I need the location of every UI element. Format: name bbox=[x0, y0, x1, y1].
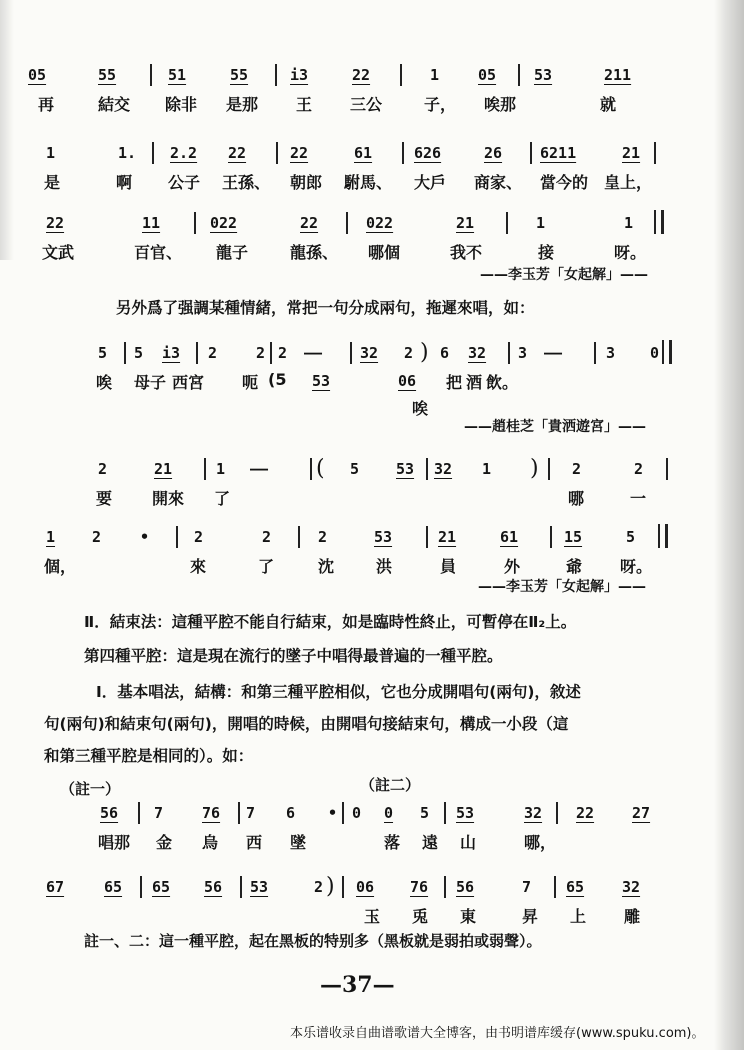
barline bbox=[400, 64, 402, 86]
lyric: 王 bbox=[296, 95, 313, 114]
note: 65 bbox=[566, 878, 585, 896]
lyric: 呃 bbox=[242, 373, 259, 392]
note: 11 bbox=[142, 214, 161, 232]
lyric: 商家、 bbox=[474, 173, 523, 192]
barline bbox=[444, 802, 446, 824]
annotation: （註二） bbox=[360, 776, 421, 794]
lyric: 西 bbox=[246, 833, 263, 852]
lyric: 東 bbox=[460, 907, 477, 926]
barline bbox=[240, 876, 242, 898]
lyric: 當今的 bbox=[540, 173, 589, 192]
barline bbox=[124, 342, 126, 364]
lyric: 哪個 bbox=[368, 243, 401, 262]
lyric: 玉 bbox=[364, 907, 381, 926]
lyric: 個， bbox=[44, 557, 77, 576]
barline bbox=[140, 876, 142, 898]
note: 55 bbox=[98, 66, 117, 84]
barline bbox=[550, 526, 552, 548]
paragraph: Ⅰ．基本唱法，結構：和第三種平腔相似，它也分成開唱句(兩句)，敘述 bbox=[96, 683, 581, 701]
note: 21 bbox=[622, 144, 641, 162]
lyric: 洪 bbox=[376, 557, 393, 576]
barline bbox=[426, 458, 428, 480]
lyric: 唉 bbox=[96, 373, 113, 392]
barline bbox=[594, 342, 596, 364]
lyric: 一 bbox=[630, 489, 647, 508]
note: 3 bbox=[606, 344, 616, 362]
lyric: 啊 bbox=[116, 173, 133, 192]
lyric: 飲。 bbox=[486, 373, 519, 392]
note: 21 bbox=[438, 528, 457, 546]
note: 76 bbox=[202, 804, 221, 822]
barline bbox=[310, 458, 312, 480]
note: 7 bbox=[154, 804, 164, 822]
note: i3 bbox=[162, 344, 181, 362]
barline bbox=[238, 802, 240, 824]
note: —— bbox=[544, 344, 563, 362]
barline bbox=[402, 142, 404, 164]
note: 1 bbox=[482, 460, 492, 478]
barline bbox=[346, 212, 348, 234]
note: 0 bbox=[650, 344, 660, 362]
bracket-close: ) bbox=[420, 340, 429, 365]
note: 05 bbox=[28, 66, 47, 84]
lyric: 除非 bbox=[165, 95, 198, 114]
lyric: 接 bbox=[538, 243, 555, 262]
lyric: 是那 bbox=[226, 95, 259, 114]
note: 2 bbox=[278, 344, 288, 362]
note: 1 bbox=[46, 144, 56, 162]
lyric: 來 bbox=[190, 557, 207, 576]
barline bbox=[204, 458, 206, 480]
note: 05 bbox=[478, 66, 497, 84]
source-credit: ——李玉芳「女起解」—— bbox=[478, 579, 646, 595]
note: 7 bbox=[246, 804, 256, 822]
note: 22 bbox=[228, 144, 247, 162]
note: 6 bbox=[440, 344, 450, 362]
barline bbox=[342, 802, 344, 824]
lyric: 上 bbox=[570, 907, 587, 926]
note: • bbox=[328, 804, 338, 822]
paragraph: 句(兩句)和結束句(兩句)，開唱的時候，由開唱句接結束句，構成一小段（這 bbox=[44, 715, 569, 733]
paragraph: 和第三種平腔是相同的）。如： bbox=[44, 747, 254, 765]
note: 2 bbox=[404, 344, 414, 362]
lyric: 唱那 bbox=[98, 833, 131, 852]
note: 6 bbox=[286, 804, 296, 822]
note: 6211 bbox=[540, 144, 577, 162]
lyric: 龍子 bbox=[216, 243, 249, 262]
note: 32 bbox=[468, 344, 487, 362]
lyric: 把 bbox=[446, 373, 463, 392]
note: 21 bbox=[456, 214, 475, 232]
note: 2 bbox=[262, 528, 272, 546]
lyric: 我不 bbox=[450, 243, 483, 262]
note: 56 bbox=[456, 878, 475, 896]
source-note: 本乐谱收录自曲谱歌谱大全博客，由书明谱库缓存(www.spuku.com)。 bbox=[290, 1026, 705, 1041]
note: 56 bbox=[100, 804, 119, 822]
bracket-open: ( bbox=[316, 456, 325, 481]
note: 61 bbox=[354, 144, 373, 162]
final-barline bbox=[662, 340, 672, 364]
note: 67 bbox=[46, 878, 65, 896]
lyric: 皇上， bbox=[604, 173, 653, 192]
lyric: 酒 bbox=[466, 373, 483, 392]
note: 32 bbox=[434, 460, 453, 478]
note: 2 bbox=[256, 344, 266, 362]
note: 53 bbox=[250, 878, 269, 896]
lyric: 子， bbox=[424, 95, 457, 114]
note: 26 bbox=[484, 144, 503, 162]
note: 76 bbox=[410, 878, 429, 896]
note: 22 bbox=[576, 804, 595, 822]
note: 53 bbox=[456, 804, 475, 822]
note: 32 bbox=[622, 878, 641, 896]
barline bbox=[150, 64, 152, 86]
note: —— bbox=[304, 344, 323, 362]
lyric: 遠 bbox=[422, 833, 439, 852]
note: 2 bbox=[572, 460, 582, 478]
note: 56 bbox=[204, 878, 223, 896]
lyric: 開來 bbox=[152, 489, 185, 508]
note: 0 bbox=[352, 804, 362, 822]
lyric: 沈 bbox=[318, 557, 335, 576]
barline bbox=[196, 342, 198, 364]
barline bbox=[342, 876, 344, 898]
lyric: 是 bbox=[44, 173, 61, 192]
note: 1 bbox=[624, 214, 634, 232]
lyric: 駙馬、 bbox=[344, 173, 393, 192]
barline bbox=[548, 458, 550, 480]
note: 15 bbox=[564, 528, 583, 546]
note: 32 bbox=[360, 344, 379, 362]
note: 06 bbox=[356, 878, 375, 896]
note: 2 bbox=[98, 460, 108, 478]
note: 21 bbox=[154, 460, 173, 478]
lyric: 公子 bbox=[168, 173, 201, 192]
barline bbox=[554, 876, 556, 898]
source-credit: ——李玉芳「女起解」—— bbox=[480, 267, 648, 283]
barline bbox=[506, 212, 508, 234]
barline bbox=[666, 458, 668, 480]
lyric: 百官、 bbox=[134, 243, 183, 262]
note: 06 bbox=[398, 372, 417, 390]
lyric: 唉那 bbox=[484, 95, 517, 114]
note: 022 bbox=[366, 214, 394, 232]
note: i3 bbox=[290, 66, 309, 84]
note: 5 bbox=[134, 344, 144, 362]
note: 5 bbox=[420, 804, 430, 822]
paragraph: 另外爲了强調某種情緒，常把一句分成兩句，拖遲來唱，如： bbox=[116, 299, 535, 317]
barline bbox=[426, 526, 428, 548]
lyric: 結交 bbox=[98, 95, 131, 114]
barline bbox=[350, 342, 352, 364]
lyric: 王孫、 bbox=[222, 173, 271, 192]
note: 2 bbox=[634, 460, 644, 478]
note: 1. bbox=[118, 144, 137, 162]
note: 2 bbox=[194, 528, 204, 546]
lyric: 母子 bbox=[134, 373, 167, 392]
note: 7 bbox=[522, 878, 532, 896]
note: 53 bbox=[534, 66, 553, 84]
final-barline bbox=[654, 210, 664, 234]
lyric: 了 bbox=[214, 489, 231, 508]
lyric: 三公 bbox=[350, 95, 383, 114]
note: 65 bbox=[104, 878, 123, 896]
note: 53 bbox=[396, 460, 415, 478]
paragraph: Ⅱ．結束法：這種平腔不能自行結束，如是臨時性終止，可暫停在Ⅱ₂上。 bbox=[84, 613, 577, 631]
lyric: 墜 bbox=[290, 833, 307, 852]
barline bbox=[276, 142, 278, 164]
note: 5 bbox=[350, 460, 360, 478]
note: 55 bbox=[230, 66, 249, 84]
lyric: 就 bbox=[600, 95, 617, 114]
note: 5 bbox=[626, 528, 636, 546]
note: 2 bbox=[208, 344, 218, 362]
barline bbox=[556, 802, 558, 824]
barline bbox=[508, 342, 510, 364]
lyric: 外 bbox=[504, 557, 521, 576]
annotation: （註一） bbox=[60, 780, 121, 798]
barline bbox=[176, 526, 178, 548]
note: 5 bbox=[98, 344, 108, 362]
paragraph: 第四種平腔：這是現在流行的墜子中唱得最普遍的一種平腔。 bbox=[84, 647, 503, 665]
lyric: 爺 bbox=[566, 557, 583, 576]
barline bbox=[270, 342, 272, 364]
note: 22 bbox=[352, 66, 371, 84]
note: 1 bbox=[216, 460, 226, 478]
note: • bbox=[140, 528, 150, 546]
lyric: 雕 bbox=[624, 907, 641, 926]
note: 3 bbox=[518, 344, 528, 362]
lyric: 昇 bbox=[522, 907, 539, 926]
note: —— bbox=[250, 460, 269, 478]
barline bbox=[194, 212, 196, 234]
note: 0 bbox=[384, 804, 394, 822]
barline bbox=[152, 142, 154, 164]
barline bbox=[530, 142, 532, 164]
lyric: 落 bbox=[384, 833, 401, 852]
note: 626 bbox=[414, 144, 442, 162]
lyric: 山 bbox=[460, 833, 477, 852]
scan-smudge bbox=[0, 0, 14, 260]
page-number: —37— bbox=[320, 972, 395, 998]
footnote: 註一、二：這一種平腔，起在黑板的特别多（黑板就是弱拍或弱聲）。 bbox=[84, 932, 542, 950]
note: 1 bbox=[536, 214, 546, 232]
lyric: 金 bbox=[156, 833, 173, 852]
source-credit: ——趙桂芝「貴洒遊宮」—— bbox=[464, 419, 646, 435]
note: 53 bbox=[312, 372, 331, 390]
barline bbox=[444, 876, 446, 898]
lyric: 龍孫、 bbox=[290, 243, 339, 262]
lyric: 再 bbox=[38, 95, 55, 114]
barline bbox=[138, 802, 140, 824]
note: 022 bbox=[210, 214, 238, 232]
note: 53 bbox=[374, 528, 393, 546]
lyric: 西宮 bbox=[172, 373, 205, 392]
note: 27 bbox=[632, 804, 651, 822]
lyric: 烏 bbox=[202, 833, 219, 852]
lyric: 了 bbox=[258, 557, 275, 576]
note: 32 bbox=[524, 804, 543, 822]
lyric: 兎 bbox=[412, 907, 429, 926]
bracket-close: ) bbox=[326, 874, 335, 899]
note: 2 bbox=[318, 528, 328, 546]
note: 22 bbox=[46, 214, 65, 232]
barline bbox=[654, 142, 656, 164]
lyric: 呀。 bbox=[614, 243, 647, 262]
note: 51 bbox=[168, 66, 187, 84]
bracket-close: ) bbox=[530, 456, 539, 481]
lyric: 員 bbox=[440, 557, 457, 576]
note: 1 bbox=[46, 528, 56, 546]
lyric: 唉 bbox=[412, 399, 429, 418]
barline bbox=[298, 526, 300, 548]
note: 22 bbox=[300, 214, 319, 232]
note: 65 bbox=[152, 878, 171, 896]
lyric: 朝郎 bbox=[290, 173, 323, 192]
lyric: 哪 bbox=[568, 489, 585, 508]
barline bbox=[518, 64, 520, 86]
note: 2 bbox=[314, 878, 324, 896]
note: 22 bbox=[290, 144, 309, 162]
page-edge-shadow bbox=[714, 0, 744, 1050]
lyric: 要 bbox=[96, 489, 113, 508]
lyric: 哪， bbox=[524, 833, 557, 852]
note: 1 bbox=[430, 66, 440, 84]
note: 211 bbox=[604, 66, 632, 84]
lyric: 大戶 bbox=[414, 173, 447, 192]
note: 2 bbox=[92, 528, 102, 546]
note: 61 bbox=[500, 528, 519, 546]
lyric: 呀。 bbox=[620, 557, 653, 576]
final-barline bbox=[658, 524, 668, 548]
note: 2.2 bbox=[170, 144, 198, 162]
lyric: (5 bbox=[268, 370, 287, 389]
barline bbox=[275, 64, 277, 86]
lyric: 文武 bbox=[42, 243, 75, 262]
